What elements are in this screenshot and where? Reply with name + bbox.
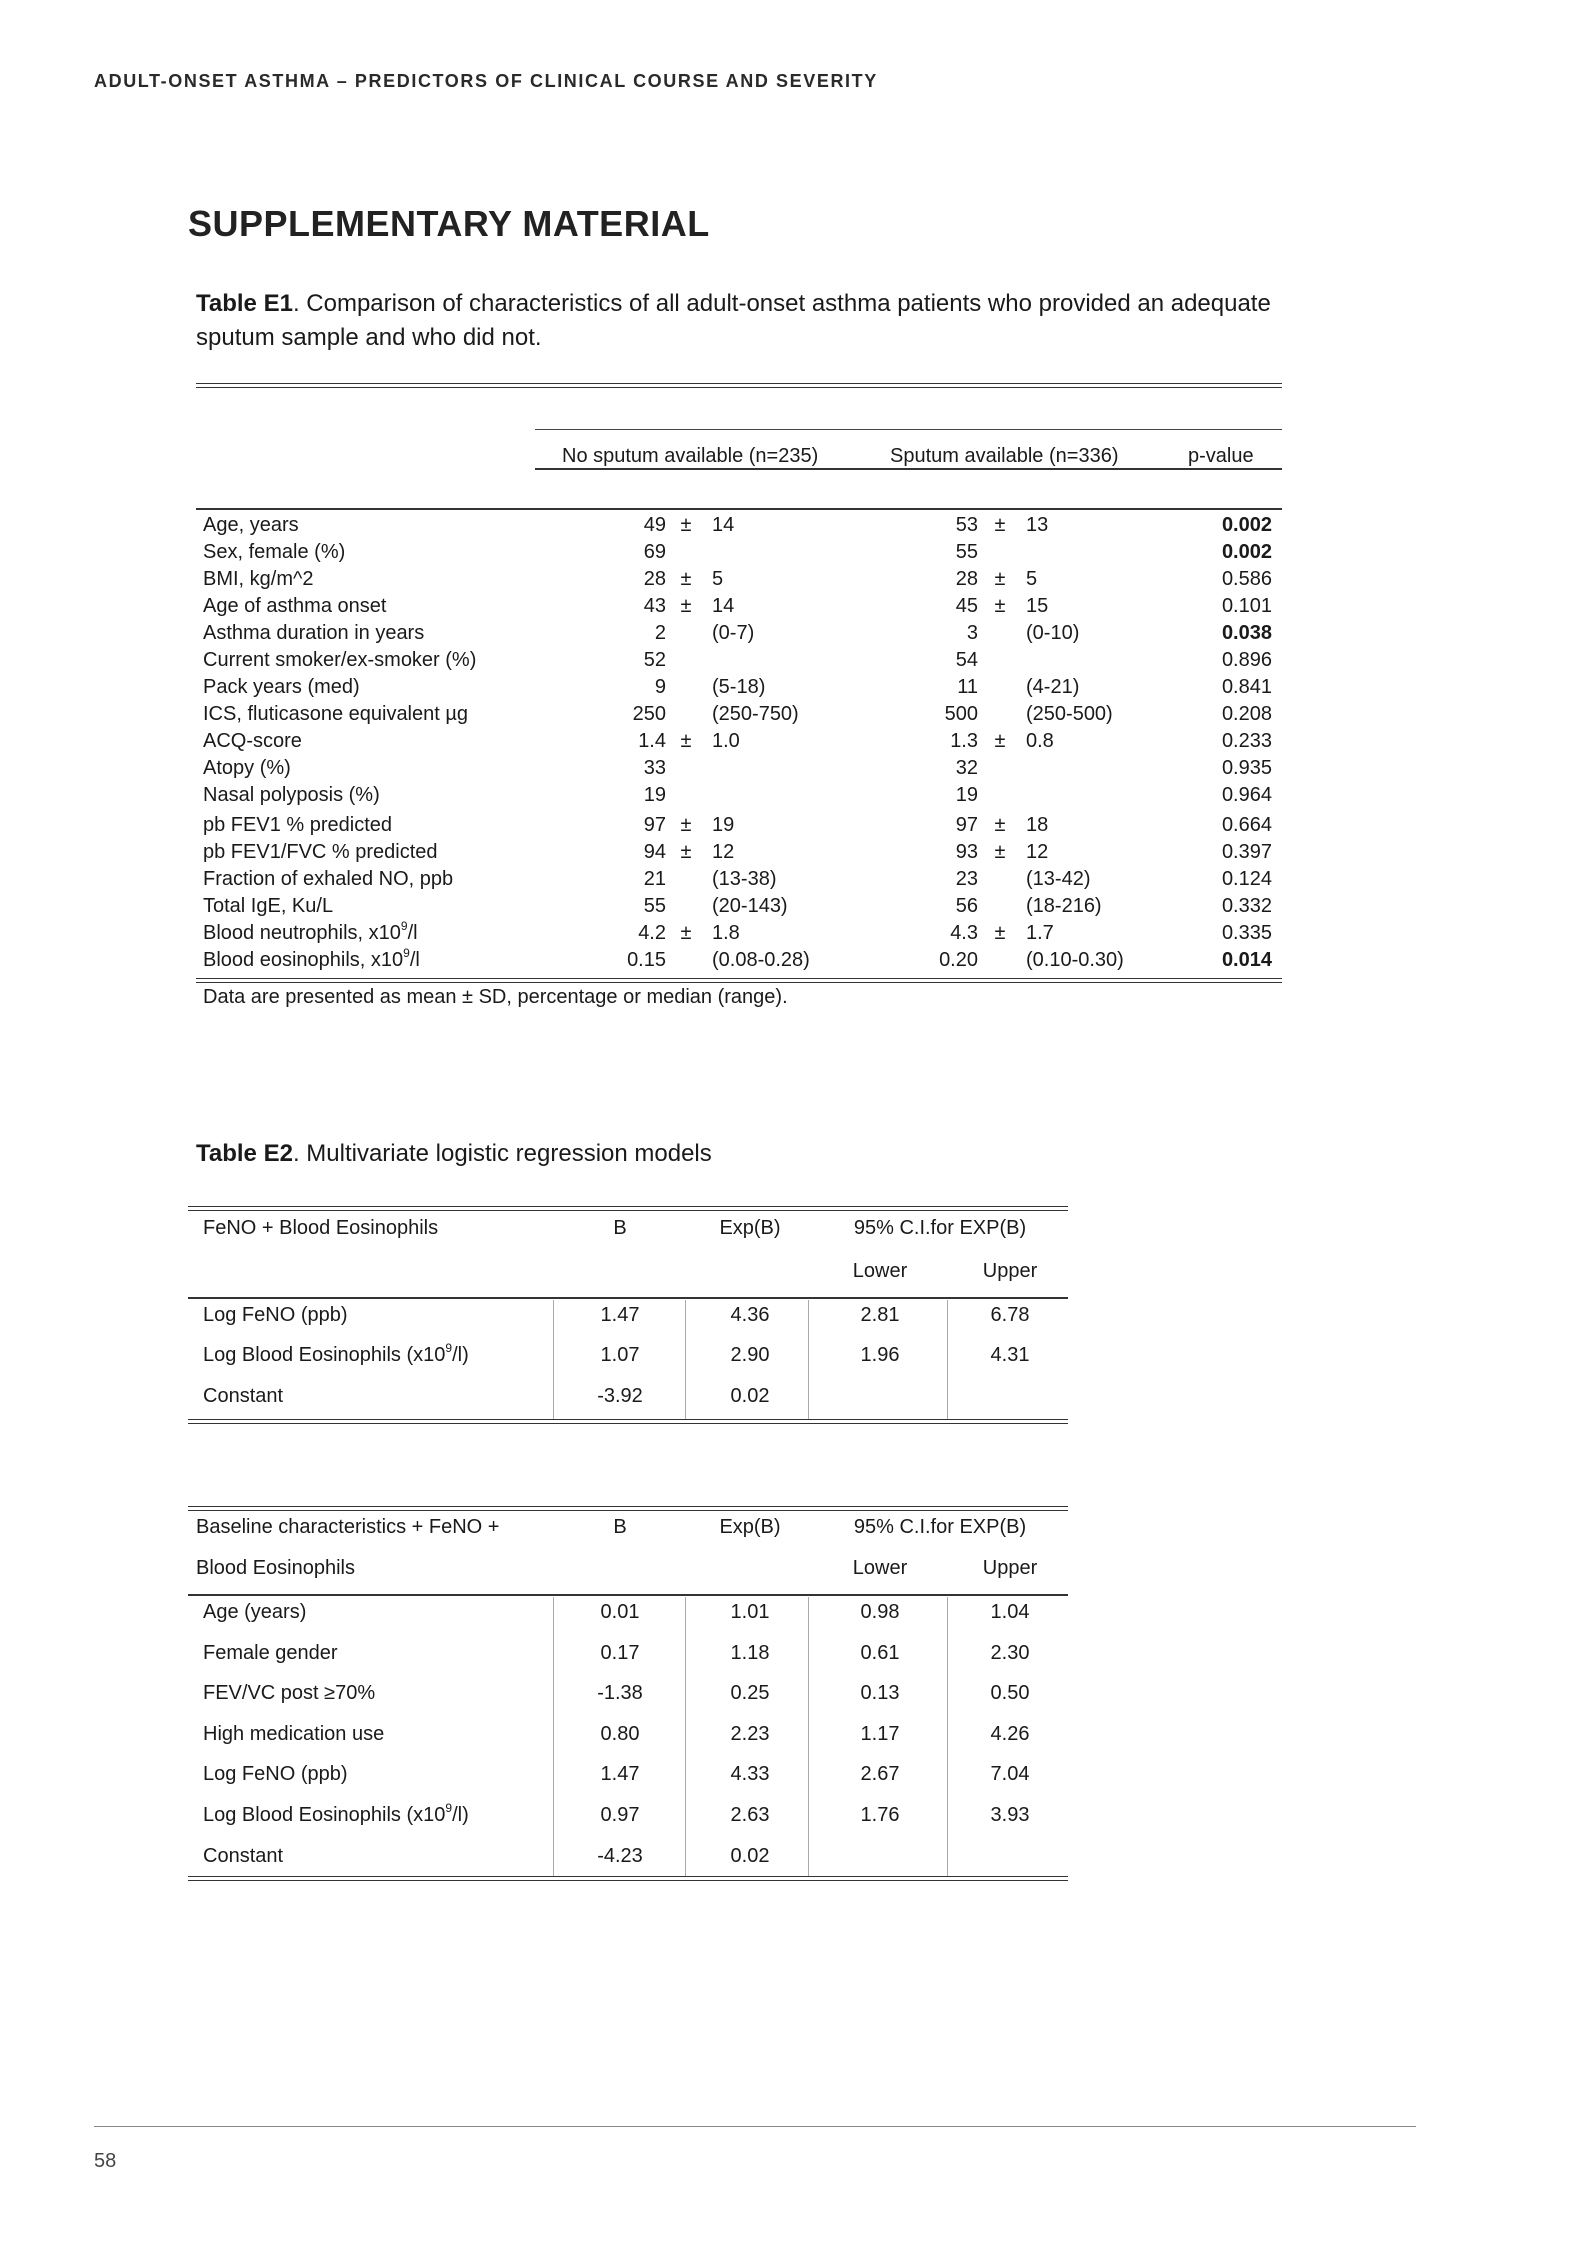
sputum-spread: 15 (1026, 595, 1049, 617)
table-e1-top-rule (196, 383, 1282, 388)
column-separator (553, 1597, 554, 1876)
no-sputum-spread: 12 (712, 841, 735, 863)
no-sputum-spread: 1.8 (712, 922, 740, 944)
model1-col-lower: Lower (852, 1260, 908, 1282)
no-sputum-value: 55 (643, 895, 666, 917)
model-row-label: Log FeNO (ppb) (203, 1763, 348, 1785)
coef-exp: 2.90 (730, 1344, 770, 1366)
ci-upper: 3.93 (990, 1804, 1030, 1826)
model1-header-rule (188, 1297, 1068, 1299)
no-sputum-spread: (13-38) (712, 868, 777, 890)
no-sputum-value: 9 (654, 676, 666, 698)
no-sputum-value: 69 (643, 541, 666, 563)
p-value: 0.038 (1221, 622, 1272, 644)
no-sputum-spread: (20-143) (712, 895, 788, 917)
column-separator (808, 1597, 809, 1876)
sputum-spread: 5 (1026, 568, 1038, 590)
model2-title-line1: Baseline characteristics + FeNO + (196, 1516, 500, 1538)
ci-lower: 1.17 (860, 1723, 900, 1745)
column-separator (685, 1597, 686, 1876)
coef-exp: 0.02 (730, 1385, 770, 1407)
model1-col-upper: Upper (982, 1260, 1038, 1282)
no-sputum-pm: ± (680, 841, 692, 863)
no-sputum-value: 94 (643, 841, 666, 863)
coef-b: -1.38 (597, 1682, 643, 1704)
sputum-value: 56 (955, 895, 978, 917)
model-row-label: Constant (203, 1845, 284, 1867)
model-row-label: Female gender (203, 1642, 338, 1664)
model-row-label: Log Blood Eosinophils $(x10^9/l)$ (203, 1801, 469, 1826)
model2-top-rule (188, 1506, 1068, 1511)
ci-lower: 1.96 (860, 1344, 900, 1366)
sputum-value: 23 (955, 868, 978, 890)
no-sputum-value: 52 (643, 649, 666, 671)
model-row-label: Log Blood Eosinophils $(x10^9/l)$ (203, 1341, 469, 1366)
sputum-spread: (18-216) (1026, 895, 1102, 917)
no-sputum-value: 1.4 (638, 730, 666, 752)
sputum-pm: ± (994, 595, 1006, 617)
column-separator (808, 1300, 809, 1419)
sputum-spread: (250-500) (1026, 703, 1113, 725)
table-e1-header-rule (535, 468, 1282, 470)
row-label: Blood eosinophils, $x10^9/l$ (203, 946, 420, 971)
ci-lower: 0.98 (860, 1601, 900, 1623)
no-sputum-value: 4.2 (638, 922, 666, 944)
no-sputum-spread: (0-7) (712, 622, 755, 644)
row-label: Age of asthma onset (203, 595, 387, 617)
model1-title: FeNO + Blood Eosinophils (203, 1217, 439, 1239)
p-value: 0.014 (1221, 949, 1272, 971)
row-label: Sex, female (%) (203, 541, 346, 563)
sputum-value: 97 (955, 814, 978, 836)
header-p-value: p-value (1188, 445, 1254, 467)
p-value: 0.397 (1221, 841, 1272, 863)
p-value: 0.002 (1221, 541, 1272, 563)
table-e1-group-rule (535, 429, 1282, 430)
row-label: ICS, fluticasone equivalent µg (203, 703, 469, 725)
sputum-spread: 13 (1026, 514, 1049, 536)
p-value: 0.935 (1221, 757, 1272, 779)
ci-upper: 6.78 (990, 1304, 1030, 1326)
sputum-pm: ± (994, 814, 1006, 836)
ci-upper: 1.04 (990, 1601, 1030, 1623)
coef-b: 1.47 (600, 1763, 640, 1785)
ci-lower: 2.81 (860, 1304, 900, 1326)
no-sputum-spread: 19 (712, 814, 735, 836)
no-sputum-spread: 14 (712, 514, 735, 536)
no-sputum-pm: ± (680, 730, 692, 752)
row-label: Nasal polyposis (%) (203, 784, 380, 806)
coef-b: 0.80 (600, 1723, 640, 1745)
row-label: Current smoker/ex-smoker (%) (203, 649, 477, 671)
model1-bottom-rule (188, 1419, 1068, 1424)
model-row-label: High medication use (203, 1723, 385, 1745)
sputum-value: 28 (955, 568, 978, 590)
header-sputum: Sputum available (n=336) (890, 445, 1119, 467)
row-label: Total IgE, Ku/L (203, 895, 334, 917)
table-e1-label: Table E1 (196, 290, 293, 317)
model1-col-b: B (613, 1217, 627, 1239)
coef-exp: 2.63 (730, 1804, 770, 1826)
column-separator (947, 1300, 948, 1419)
model1-col-ci: 95% C.I.for EXP(B) (853, 1217, 1027, 1239)
ci-upper: 4.31 (990, 1344, 1030, 1366)
sputum-value: 500 (944, 703, 978, 725)
coef-exp: 1.18 (730, 1642, 770, 1664)
p-value: 0.841 (1221, 676, 1272, 698)
model-row-label: Constant (203, 1385, 284, 1407)
coef-b: 0.17 (600, 1642, 640, 1664)
model-row-label: FEV/VC post ≥70% (203, 1682, 376, 1704)
column-separator (685, 1300, 686, 1419)
table-e2-caption (196, 1137, 712, 1171)
coef-b: -3.92 (597, 1385, 643, 1407)
coef-b: 1.07 (600, 1344, 640, 1366)
row-label: Fraction of exhaled NO, ppb (203, 868, 454, 890)
p-value: 0.208 (1221, 703, 1272, 725)
model-row-label: Log FeNO (ppb) (203, 1304, 348, 1326)
p-value: 0.233 (1221, 730, 1272, 752)
p-value: 0.964 (1221, 784, 1272, 806)
no-sputum-value: 250 (632, 703, 666, 725)
model2-bottom-rule (188, 1876, 1068, 1881)
p-value: 0.124 (1221, 868, 1272, 890)
sputum-value: 32 (955, 757, 978, 779)
sputum-spread: 18 (1026, 814, 1049, 836)
no-sputum-pm: ± (680, 814, 692, 836)
model2-col-b: B (613, 1516, 627, 1538)
no-sputum-value: 19 (643, 784, 666, 806)
table-e1-caption-line1: . Comparison of characteristics of all adult-onset asthma patients who provided an adequate (292, 290, 1271, 317)
p-value: 0.002 (1221, 514, 1272, 536)
p-value: 0.332 (1221, 895, 1272, 917)
row-label: Pack years (med) (203, 676, 360, 698)
sputum-spread: 0.8 (1026, 730, 1054, 752)
no-sputum-value: 0.15 (627, 949, 666, 971)
sputum-value: 93 (955, 841, 978, 863)
model2-header-rule (188, 1594, 1068, 1596)
p-value: 0.586 (1221, 568, 1272, 590)
table-e1-caption (196, 287, 1346, 355)
model2-col-ci: 95% C.I.for EXP(B) (853, 1516, 1027, 1538)
coef-exp: 2.23 (730, 1723, 770, 1745)
row-label: Asthma duration in years (203, 622, 425, 644)
coef-exp: 0.02 (730, 1845, 770, 1867)
row-label: BMI, kg/m^2 (203, 568, 314, 590)
no-sputum-pm: ± (680, 514, 692, 536)
sputum-spread: (4-21) (1026, 676, 1080, 698)
no-sputum-value: 28 (643, 568, 666, 590)
coef-exp: 4.33 (730, 1763, 770, 1785)
sputum-pm: ± (994, 568, 1006, 590)
coef-exp: 1.01 (730, 1601, 770, 1623)
row-label: Atopy (%) (203, 757, 291, 779)
no-sputum-value: 2 (654, 622, 666, 644)
sputum-pm: ± (994, 841, 1006, 863)
no-sputum-spread: 5 (712, 568, 724, 590)
sputum-value: 1.3 (950, 730, 978, 752)
model2-col-lower: Lower (852, 1557, 908, 1579)
model-row-label: Age (years) (203, 1601, 307, 1623)
row-label: Blood neutrophils, $x10^9/l$ (203, 919, 418, 944)
no-sputum-spread: 1.0 (712, 730, 740, 752)
no-sputum-value: 97 (643, 814, 666, 836)
coef-b: 0.97 (600, 1804, 640, 1826)
sputum-spread: (0-10) (1026, 622, 1080, 644)
model2-col-exp: Exp(B) (719, 1516, 781, 1538)
coef-b: 1.47 (600, 1304, 640, 1326)
sputum-value: 53 (955, 514, 978, 536)
p-value: 0.896 (1221, 649, 1272, 671)
no-sputum-spread: (0.08-0.28) (712, 949, 810, 971)
sputum-pm: ± (994, 730, 1006, 752)
coef-b: 0.01 (600, 1601, 640, 1623)
ci-lower: 2.67 (860, 1763, 900, 1785)
no-sputum-pm: ± (680, 595, 692, 617)
table-e2-label: Table E2 (196, 1140, 293, 1167)
column-separator (947, 1597, 948, 1876)
row-label: Age, years (203, 514, 299, 536)
model2-title-line2: Blood Eosinophils (196, 1557, 355, 1579)
sputum-value: 45 (955, 595, 978, 617)
table-e1-bottom-rule (196, 978, 1282, 983)
sputum-value: 11 (957, 676, 978, 698)
no-sputum-value: 33 (643, 757, 666, 779)
column-separator (553, 1300, 554, 1419)
no-sputum-pm: ± (680, 568, 692, 590)
sputum-value: 3 (966, 622, 978, 644)
no-sputum-value: 49 (643, 514, 666, 536)
footer-rule (94, 2126, 1416, 2127)
sputum-spread: 1.7 (1026, 922, 1054, 944)
sputum-value: 55 (955, 541, 978, 563)
header-no-sputum: No sputum available (n=235) (562, 445, 819, 467)
ci-upper: 2.30 (990, 1642, 1030, 1664)
p-value: 0.335 (1221, 922, 1272, 944)
sputum-spread: (13-42) (1026, 868, 1091, 890)
sputum-value: 19 (955, 784, 978, 806)
coef-exp: 4.36 (730, 1304, 770, 1326)
no-sputum-spread: (5-18) (712, 676, 766, 698)
sputum-value: 0.20 (939, 949, 978, 971)
sputum-value: 4.3 (950, 922, 978, 944)
no-sputum-spread: (250-750) (712, 703, 799, 725)
ci-lower: 0.61 (860, 1642, 900, 1664)
no-sputum-value: 43 (643, 595, 666, 617)
ci-upper: 0.50 (990, 1682, 1030, 1704)
ci-lower: 0.13 (860, 1682, 900, 1704)
coef-b: -4.23 (597, 1845, 643, 1867)
sputum-pm: ± (994, 514, 1006, 536)
ci-upper: 7.04 (990, 1763, 1030, 1785)
running-head: ADULT-ONSET ASTHMA – PREDICTORS OF CLINICAL COURSE AND SEVERITY (94, 71, 878, 91)
model1-top-rule (188, 1206, 1068, 1211)
no-sputum-spread: 14 (712, 595, 735, 617)
p-value: 0.101 (1221, 595, 1272, 617)
table-e2-caption-text: . Multivariate logistic regression models (292, 1140, 712, 1167)
table-e1-caption-line2: sputum sample and who did not. (196, 324, 542, 351)
no-sputum-pm: ± (680, 922, 692, 944)
sputum-spread: 12 (1026, 841, 1049, 863)
coef-exp: 0.25 (730, 1682, 770, 1704)
model2-col-upper: Upper (982, 1557, 1038, 1579)
ci-upper: 4.26 (990, 1723, 1030, 1745)
sputum-pm: ± (994, 922, 1006, 944)
section-title: SUPPLEMENTARY MATERIAL (188, 203, 710, 244)
row-label: pb FEV1 % predicted (203, 814, 392, 836)
table-e1-footnote: Data are presented as mean ± SD, percentage or median (range). (203, 986, 788, 1008)
page-number: 58 (94, 2150, 117, 2172)
row-label: ACQ-score (203, 730, 302, 752)
ci-lower: 1.76 (860, 1804, 900, 1826)
model1-col-exp: Exp(B) (719, 1217, 781, 1239)
table-e1-body-rule (196, 508, 1282, 510)
sputum-value: 54 (955, 649, 978, 671)
p-value: 0.664 (1221, 814, 1272, 836)
no-sputum-value: 21 (643, 868, 666, 890)
row-label: pb FEV1/FVC % predicted (203, 841, 438, 863)
sputum-spread: (0.10-0.30) (1026, 949, 1124, 971)
